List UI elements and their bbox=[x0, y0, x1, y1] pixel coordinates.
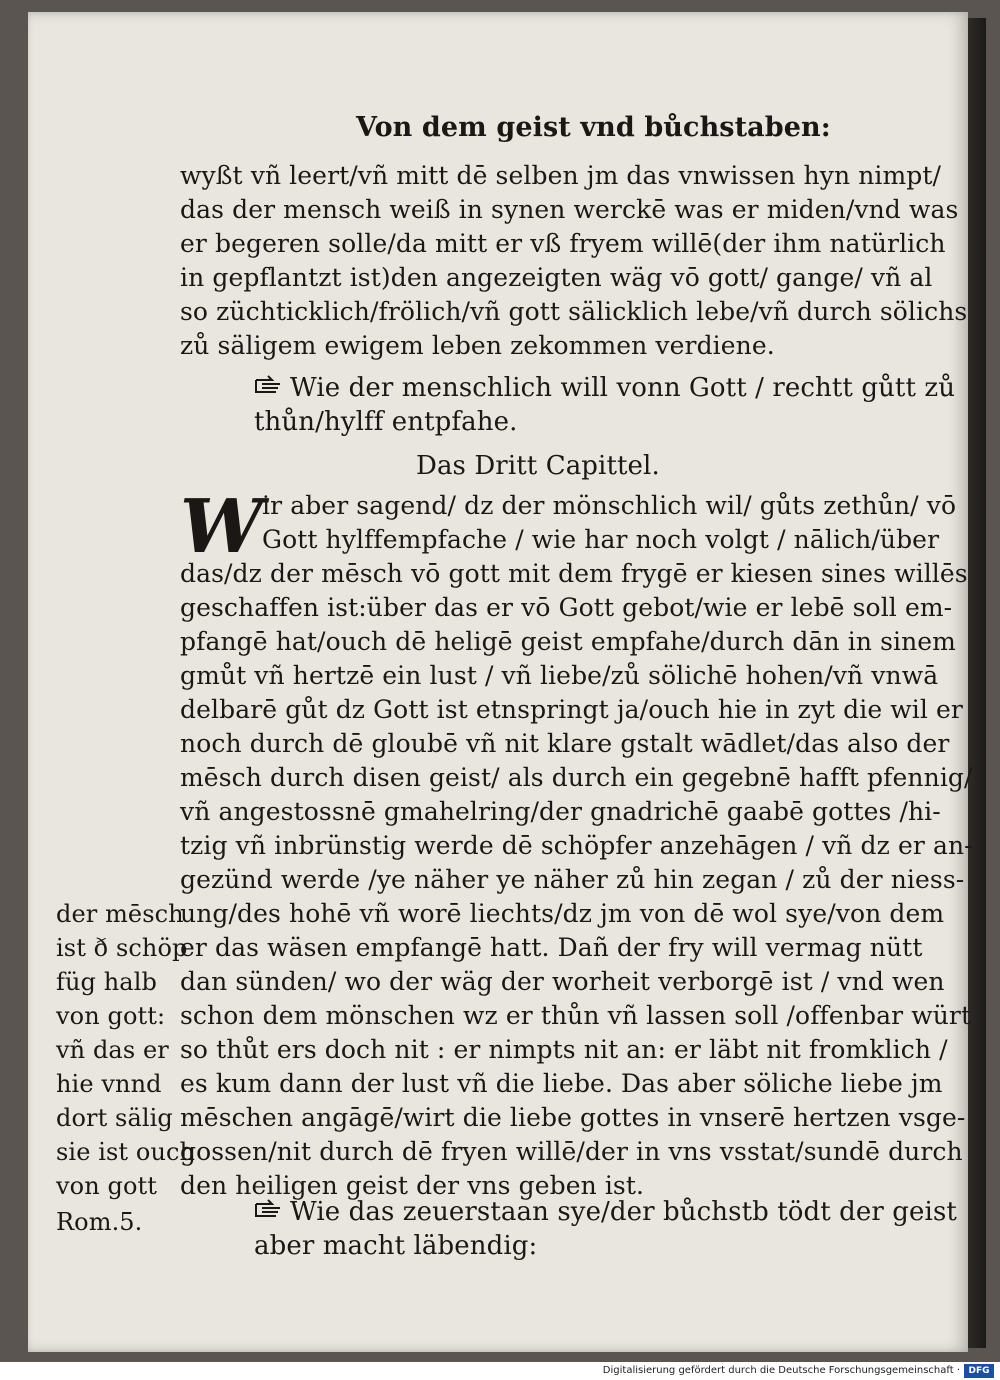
text-line: Gott hylffempfache / wie har noch volgt / nālich/über bbox=[262, 525, 940, 554]
text-line: er begeren solle/da mitt er vß fryem willē(der ihm natürlich bbox=[180, 229, 946, 258]
text-line: schon dem mönschen wz er thůn vñ lassen soll /offenbar würt bbox=[180, 1001, 972, 1030]
text-line: dan sünden/ wo der wäg der worheit verborgē ist / vnd wen bbox=[180, 967, 945, 996]
sidenote-line: füg halb bbox=[56, 968, 157, 996]
text-line: ung/des hohē vñ worē liechts/dz jm von dē wol sye/von dem bbox=[180, 899, 945, 928]
sidenote-line: vñ das er bbox=[56, 1036, 169, 1064]
text-line: so thůt ers doch nit : er nimpts nit an: er läbt nit fromklich / bbox=[180, 1035, 948, 1064]
sidenote-line: dort sälig bbox=[56, 1104, 173, 1132]
decorated-initial: W bbox=[180, 484, 264, 570]
text-line: so züchticklich/frölich/vñ gott sälicklich lebe/vñ durch sölichs bbox=[180, 297, 968, 326]
manicule-icon bbox=[254, 1196, 284, 1224]
text-line: zů säligem ewigem leben zekommen verdiene. bbox=[180, 331, 775, 360]
scripture-reference: Rom.5. bbox=[56, 1208, 143, 1236]
text-line: in gepflantzt ist)den angezeigten wäg vō gott/ gange/ vñ al bbox=[180, 263, 933, 292]
text-line: mēsch durch disen geist/ als durch ein gegebnē hafft pfennig/ bbox=[180, 763, 973, 792]
sidenote-line: ist ð schöp bbox=[56, 934, 188, 962]
sidenote-line: von gott bbox=[56, 1172, 157, 1200]
text-line: mēschen angāgē/wirt die liebe gottes in vnserē hertzen vsge- bbox=[180, 1103, 966, 1132]
running-head: Von dem geist vnd bůchstaben: bbox=[356, 112, 831, 143]
rubric-heading: Wie der menschlich will vonn Gott / rechtt gůtt zů bbox=[290, 373, 956, 403]
sidenote-line: hie vnnd bbox=[56, 1070, 162, 1098]
text-line: tzig vñ inbrünstig werde dē schöpfer anzehāgen / vñ dz er an- bbox=[180, 831, 973, 860]
dfg-logo: DFG bbox=[964, 1364, 994, 1378]
text-line: den heiligen geist der vns geben ist. bbox=[180, 1171, 645, 1200]
text-line: ir aber sagend/ dz der mönschlich wil/ gůts zethůn/ vō bbox=[262, 491, 957, 520]
sidenote-line: sie ist ouch bbox=[56, 1138, 196, 1166]
text-line: delbarē gůt dz Gott ist etnspringt ja/ouch hie in zyt die wil er bbox=[180, 695, 963, 724]
rubric-heading: Wie das zeuerstaan sye/der bůchstb tödt der geist bbox=[290, 1197, 957, 1227]
text-line: es kum dann der lust vñ die liebe. Das aber söliche liebe jm bbox=[180, 1069, 943, 1098]
sidenote-line: der mēsch bbox=[56, 900, 184, 928]
text-line: gossen/nit durch dē fryen willē/der in vns vsstat/sundē durch bbox=[180, 1137, 963, 1166]
text-line: pfangē hat/ouch dē heligē geist empfahe/durch dān in sinem bbox=[180, 627, 956, 656]
rubric-heading-continued: aber macht läbendig: bbox=[254, 1231, 538, 1261]
page-edge-shadow bbox=[968, 18, 986, 1348]
text-line: das der mensch weiß in synen werckē was er miden/vnd was bbox=[180, 195, 959, 224]
text-line: noch durch dē gloubē vñ nit klare gstalt wādlet/das also der bbox=[180, 729, 950, 758]
text-line: vñ angestossnē gmahelring/der gnadrichē gaabē gottes /hi- bbox=[180, 797, 941, 826]
manicule-icon bbox=[254, 372, 284, 400]
funding-credit: Digitalisierung gefördert durch die Deutsche Forschungsgemeinschaft · bbox=[602, 1365, 960, 1376]
text-line: geschaffen ist:über das er vō Gott gebot/wie er lebē soll em- bbox=[180, 593, 953, 622]
text-line: gmůt vñ hertzē ein lust / vñ liebe/zů sölichē hohen/vñ vnwā bbox=[180, 661, 939, 690]
sidenote-line: von gott: bbox=[56, 1002, 166, 1030]
text-line: er das wäsen empfangē hatt. Dañ der fry will vermag nütt bbox=[180, 933, 923, 962]
text-line: gezünd werde /ye näher ye näher zů hin zegan / zů der niess- bbox=[180, 865, 965, 894]
chapter-heading: Das Dritt Capittel. bbox=[416, 451, 660, 481]
text-line: das/dz der mēsch vō gott mit dem frygē er kiesen sines willēs bbox=[180, 559, 968, 588]
text-line: wyßt vñ leert/vñ mitt dē selben jm das vnwissen hyn nimpt/ bbox=[180, 161, 942, 190]
rubric-heading-continued: thůn/hylff entpfahe. bbox=[254, 407, 518, 437]
